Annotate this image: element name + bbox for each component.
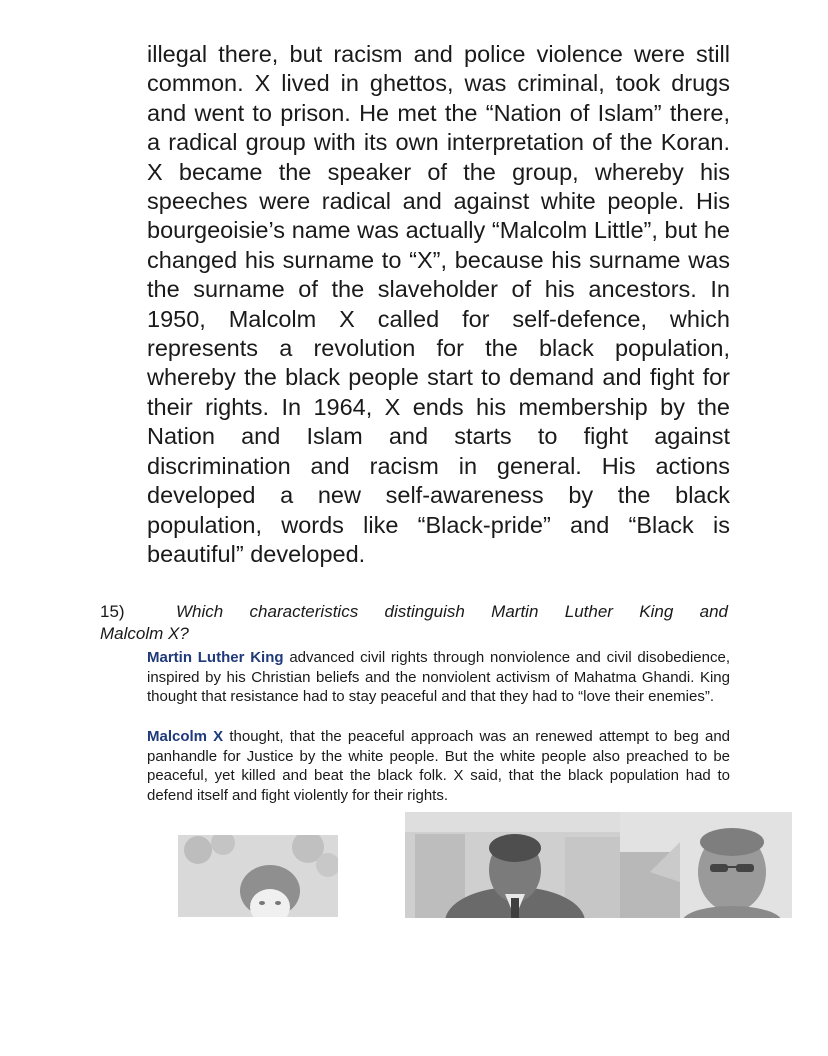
answer-mlk-name: Martin Luther King: [147, 649, 284, 666]
malcolm-x-photo-icon: [620, 812, 792, 918]
answer-malcolm-x-name: Malcolm X: [147, 728, 224, 745]
answer-malcolm-x: [147, 727, 730, 805]
answer-mlk-text: advanced civil rights through nonviolence and civil disobedience, inspired by his Christian beliefs and the nonviolent activism of Mahatma Ghandi. King thought that resistance had to stay peaceful and that they had to “love their enemies”.: [147, 649, 730, 705]
question-number: 15): [100, 602, 125, 621]
woman-portrait-photo-icon: [178, 835, 338, 917]
mlk-photo-icon: [405, 812, 620, 918]
question-text-line1: Which characteristics distinguish Martin Luther King and: [176, 602, 728, 621]
question-text-line2: Malcolm X?: [100, 624, 189, 643]
martin-luther-king-photo: [405, 812, 620, 918]
woman-portrait-photo: [178, 835, 338, 917]
malcolm-x-photo: [620, 812, 792, 918]
answer-malcolm-x-text: thought, that the peaceful approach was an renewed attempt to beg and panhandle for Justice by the white people. But the white people also preached to be peaceful, yet killed and beat the black folk. X said, that the black population had to defend itself and fight violently for their rights.: [147, 728, 731, 804]
main-paragraph: illegal there, but racism and police violence were still common. X lived in ghettos, was criminal, took drugs and went to prison. He met the “Nation of Islam” there, a radical group with its own interpretation of the Koran. X became the speaker of the group, whereby his speeches were radical and against white people. His bourgeoisie’s name was actually “Malcolm Little”, but he changed his surname to “X”, because his surname was the surname of the slaveholder of his ancestors. In 1950, Malcolm X called for self-defence, which represents a revolution for the black population, whereby the black people start to demand and fight for their rights. In 1964, X ends his membership by the Nation and Islam and starts to fight against discrimination and racism in general. His actions developed a new self-awareness by the black population, words like “Black-pride” and “Black is beautiful” developed.: [147, 41, 730, 567]
answer-mlk: [147, 648, 730, 707]
question-15: [100, 601, 730, 645]
